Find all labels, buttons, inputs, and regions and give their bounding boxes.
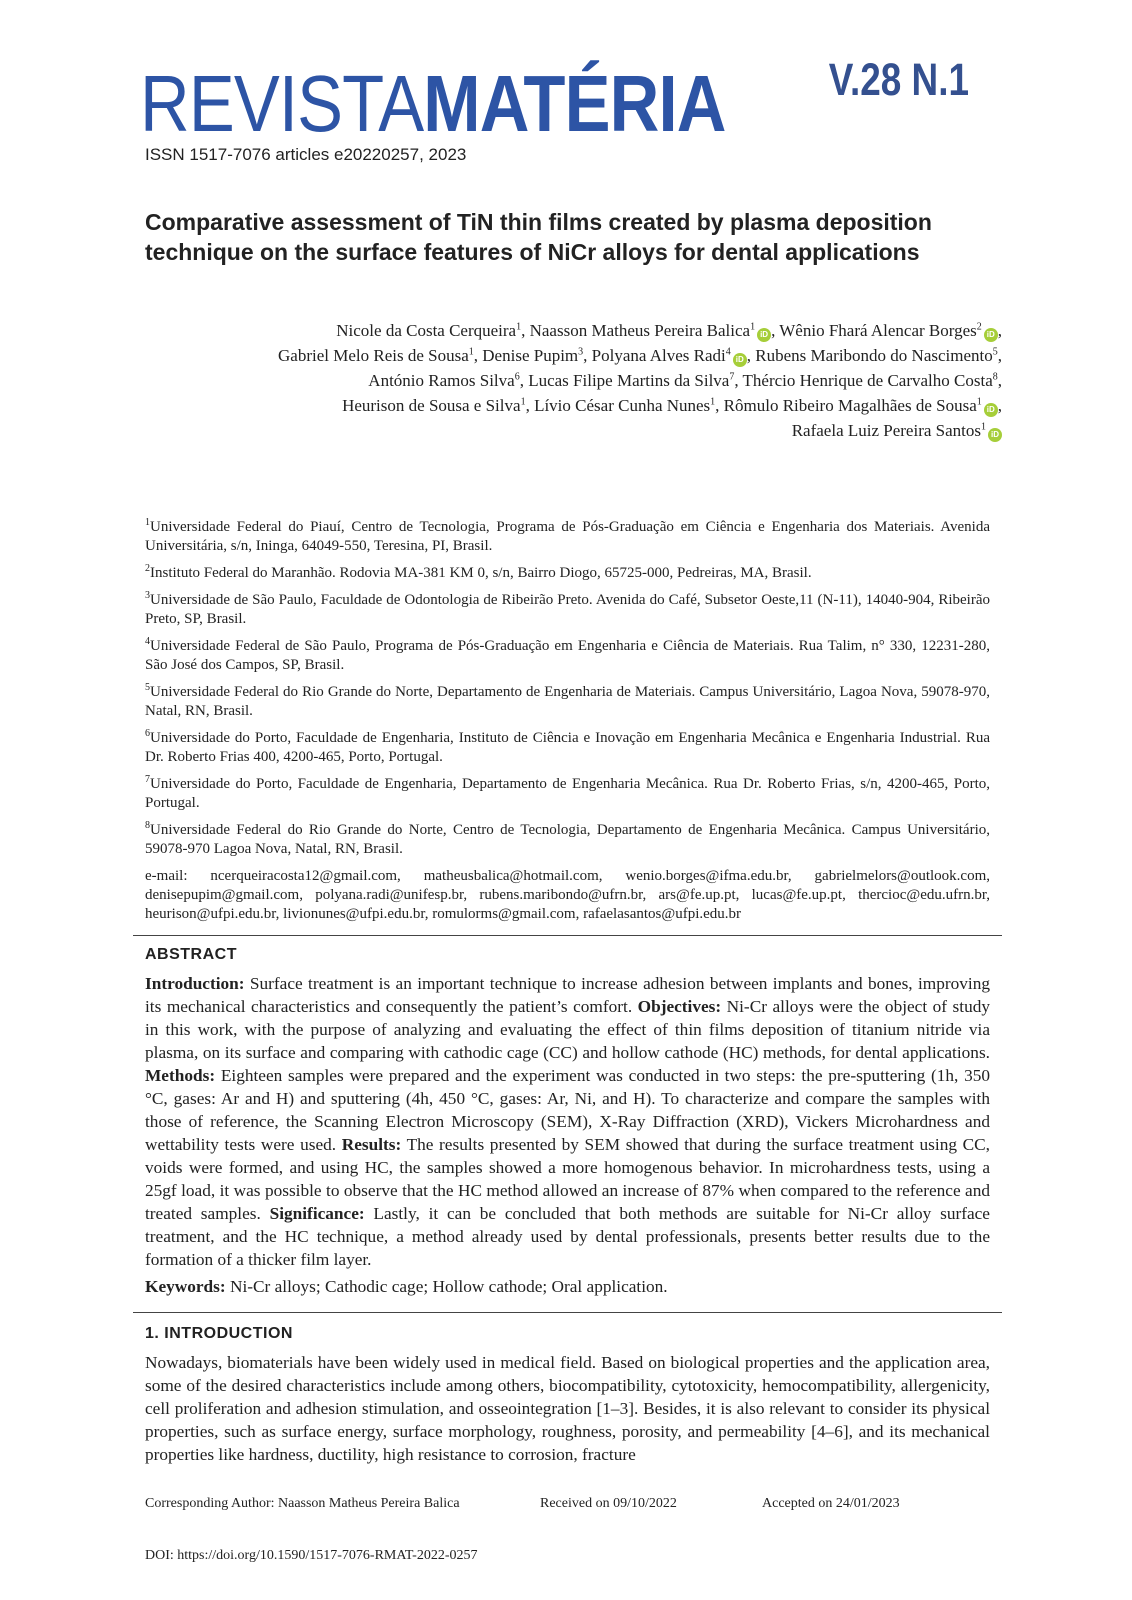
affiliation-text: Universidade Federal do Piauí, Centro de Tecnologia, Programa de Pós-Graduação em Ciência e Engenharia dos Materiais. Avenida Universitária, s/n, Ininga, 64049-550, Teresina, PI, Brasil.	[145, 519, 990, 554]
author: Polyana Alves Radi	[591, 346, 726, 365]
author: Rômulo Ribeiro Magalhães de Sousa	[723, 396, 977, 415]
affiliation-number: 2	[145, 563, 150, 574]
orcid-icon[interactable]: iD	[984, 403, 998, 417]
author: Nicole da Costa Cerqueira	[336, 321, 517, 340]
affiliation-item	[145, 637, 990, 675]
keywords-label: Keywords:	[145, 1277, 226, 1296]
author-affiliation-mark: 7	[729, 371, 735, 383]
article-title: Comparative assessment of TiN thin films created by plasma deposition technique on the surface features of NiCr alloys for dental applications	[145, 209, 932, 265]
affiliation-text: Instituto Federal do Maranhão. Rodovia MA-381 KM 0, s/n, Bairro Diogo, 65725-000, Pedreiras, MA, Brasil.	[150, 565, 812, 581]
abstract-methods: Eighteen samples were prepared and the experiment was conducted in two steps: the pre-sputtering (1h, 350 °C, gases: Ar and H) and sputtering (4h, 450 °C, gases: Ar, Ni, and H). To characterize and compare the samples with those of reference, the Scanning Electron Microscopy (SEM), X-Ray Diffraction (XRD), Vickers Microhardness and wettability tests were used.	[145, 1066, 990, 1154]
author: Thércio Henrique de Carvalho Costa	[742, 371, 993, 390]
affiliation-text: Universidade Federal de São Paulo, Programa de Pós-Graduação em Engenharia e Ciência de Materiais. Rua Talim, n° 330, 12231-280, São José dos Campos, SP, Brasil.	[145, 638, 990, 673]
author-affiliation-mark: 1	[710, 396, 716, 408]
author-affiliation-mark: 1	[981, 421, 986, 433]
author-affiliation-mark: 1	[468, 346, 474, 358]
author: Lucas Filipe Martins da Silva	[528, 371, 730, 390]
affiliation-number: 7	[145, 774, 150, 785]
affiliation-item	[145, 775, 990, 813]
doi-link[interactable]: DOI: https://doi.org/10.1590/1517-7076-RMAT-2022-0257	[145, 1548, 478, 1563]
affiliation-text: Universidade de São Paulo, Faculdade de Odontologia de Ribeirão Preto. Avenida do Café, Subsetor Oeste,11 (N-11), 14040-904, Ribeirão Preto, SP, Brasil.	[145, 592, 990, 627]
affiliation-number: 6	[145, 728, 150, 739]
affiliations	[145, 518, 990, 932]
author: Gabriel Melo Reis de Sousa	[278, 346, 469, 365]
abstract-objectives: Ni-Cr alloys were the object of study in this work, with the purpose of analyzing and evaluating the effect of thin films deposition of titanium nitride via plasma, on its surface and comparing with cathodic cage (CC) and hollow cathode (HC) methods, for dental applications.	[145, 997, 990, 1062]
affiliation-item	[145, 821, 990, 859]
affiliation-item	[145, 729, 990, 767]
issn-line: ISSN 1517-7076 articles e20220257, 2023	[145, 145, 467, 164]
email-list: e-mail: ncerqueiracosta12@gmail.com, matheusbalica@hotmail.com, wenio.borges@ifma.edu.br, gabrielmelors@outlook.com, denisepupim@gmail.com, polyana.radi@unifesp.br, rubens.maribondo@ufrn.br, ars@fe.up.pt, lucas@fe.up.pt, thercioc@edu.ufrn.br, heurison@ufpi.edu.br, livionunes@ufpi.edu.br, romulorms@gmail.com, rafaelasantos@ufpi.edu.br	[145, 868, 990, 922]
author-affiliation-mark: 4	[725, 346, 731, 358]
affiliation-number: 4	[145, 636, 150, 647]
author-affiliation-mark: 2	[976, 321, 982, 333]
author-affiliation-mark: 6	[514, 371, 520, 383]
orcid-icon[interactable]: iD	[988, 428, 1002, 442]
label-objectives: Objectives:	[637, 997, 722, 1016]
keywords-text: Ni-Cr alloys; Cathodic cage; Hollow cathode; Oral application.	[225, 1277, 668, 1296]
received-date: Received on 09/10/2022	[540, 1496, 677, 1511]
introduction-body: Nowadays, biomaterials have been widely used in medical field. Based on biological properties and the application area, some of the desired characteristics include among others, biocompatibility, cytotoxicity, hemocompatibility, allergenicity, cell proliferation and adhesion stimulation, and osseointegration [1–3]. Besides, it is also relevant to consider its physical properties, such as surface energy, surface morphology, roughness, porosity, and permeability [4–6], and its mechanical properties like hardness, ductility, high resistance to corrosion, fracture	[145, 1353, 990, 1464]
label-results: Results:	[341, 1135, 402, 1154]
accepted-date: Accepted on 24/01/2023	[762, 1496, 900, 1511]
affiliation-text: Universidade Federal do Rio Grande do Norte, Centro de Tecnologia, Departamento de Engenharia Mecânica. Campus Universitário, 59078-970 Lagoa Nova, Natal, RN, Brasil.	[145, 822, 990, 857]
volume-issue: V.28 N.1	[828, 54, 969, 105]
label-methods: Methods:	[145, 1066, 216, 1085]
author: António Ramos Silva	[368, 371, 515, 390]
affiliation-number: 1	[145, 517, 150, 528]
abstract-results: The results presented by SEM showed that during the surface treatment using CC, voids were formed, and using HC, the samples showed a more homogenous behavior. In microhardness tests, using a 25gf load, it was possible to observe that the HC method allowed an increase of 87% when compared to the reference and treated samples.	[145, 1135, 990, 1223]
author: Naasson Matheus Pereira Balica	[529, 321, 751, 340]
affiliation-item	[145, 591, 990, 629]
affiliation-text: Universidade do Porto, Faculdade de Engenharia, Departamento de Engenharia Mecânica. Rua Dr. Roberto Frias, s/n, 4200-465, Porto, Portugal.	[145, 776, 990, 811]
author: Lívio César Cunha Nunes	[534, 396, 711, 415]
orcid-icon[interactable]: iD	[757, 328, 771, 342]
introduction-heading: 1. INTRODUCTION	[145, 1325, 293, 1342]
affiliation-text: Universidade Federal do Rio Grande do Norte, Departamento de Engenharia de Materiais. Campus Universitário, Lagoa Nova, 59078-970, Natal, RN, Brasil.	[145, 684, 990, 719]
affiliation-item	[145, 683, 990, 721]
journal-logo	[140, 59, 821, 148]
author-affiliation-mark: 1	[750, 321, 756, 333]
divider	[133, 935, 1002, 936]
affiliation-number: 8	[145, 820, 150, 831]
author-affiliation-mark: 8	[992, 371, 998, 383]
abstract-body	[145, 972, 990, 1271]
corresponding-author: Corresponding Author: Naasson Matheus Pereira Balica	[145, 1496, 460, 1511]
author-affiliation-mark: 5	[992, 346, 998, 358]
author-affiliation-mark: 1	[516, 321, 522, 333]
affiliation-number: 5	[145, 682, 150, 693]
affiliation-number: 3	[145, 590, 150, 601]
author-affiliation-mark: 1	[520, 396, 526, 408]
author-list: Nicole da Costa Cerqueira$^1$, Naasson Matheus Pereira Balica$^1$iD , Wênio Fhará Alencar Borges$^2$iD , Gabriel Melo Reis de Sousa$^1$, Denise Pupim$^3$, Polyana Alves Radi$^4$iD , Rubens Maribondo do Nascimento$^5$, António Ramos Silva$^6$, Lucas Filipe Martins da Silva$^7$, Thércio Henrique de Carvalho Costa$^8$, Heurison de Sousa e Silva$^1$, Lívio César Cunha Nunes$^1$, Rômulo Ribeiro Magalhães de Sousa$^1$iD , Rafaela Luiz Pereira Santos$^1$iD	[278, 321, 1002, 440]
abstract-significance: Lastly, it can be concluded that both methods are suitable for Ni-Cr alloy surface treatment, and the HC technique, a method already used by dental professionals, presents better results due to the formation of a thicker film layer.	[145, 1204, 990, 1269]
author: Denise Pupim	[482, 346, 579, 365]
affiliation-item	[145, 564, 990, 583]
logo-materia: MATÉRIA	[423, 59, 726, 148]
keywords	[145, 1277, 668, 1297]
affiliation-item	[145, 518, 990, 556]
abstract-heading: ABSTRACT	[145, 946, 237, 963]
divider	[133, 1312, 1002, 1313]
author: Rubens Maribondo do Nascimento	[755, 346, 993, 365]
author: Rafaela Luiz Pereira Santos	[791, 421, 981, 440]
affiliation-text: Universidade do Porto, Faculdade de Engenharia, Instituto de Ciência e Inovação em Engenharia Mecânica e Engenharia Industrial. Rua Dr. Roberto Frias 400, 4200-465, Porto, Portugal.	[145, 730, 990, 765]
label-significance: Significance:	[269, 1204, 365, 1223]
logo-revista: REVISTA	[140, 59, 424, 148]
author-affiliation-mark: 3	[578, 346, 584, 358]
orcid-icon[interactable]: iD	[984, 328, 998, 342]
author: Wênio Fhará Alencar Borges	[779, 321, 977, 340]
author-affiliation-mark: 1	[976, 396, 982, 408]
orcid-icon[interactable]: iD	[733, 353, 747, 367]
affiliation-list	[145, 518, 990, 859]
label-introduction: Introduction:	[145, 974, 245, 993]
author: Heurison de Sousa e Silva	[342, 396, 521, 415]
abstract-introduction: Surface treatment is an important technique to increase adhesion between implants and bones, improving its mechanical characteristics and consequently the patient’s comfort.	[145, 974, 990, 1016]
